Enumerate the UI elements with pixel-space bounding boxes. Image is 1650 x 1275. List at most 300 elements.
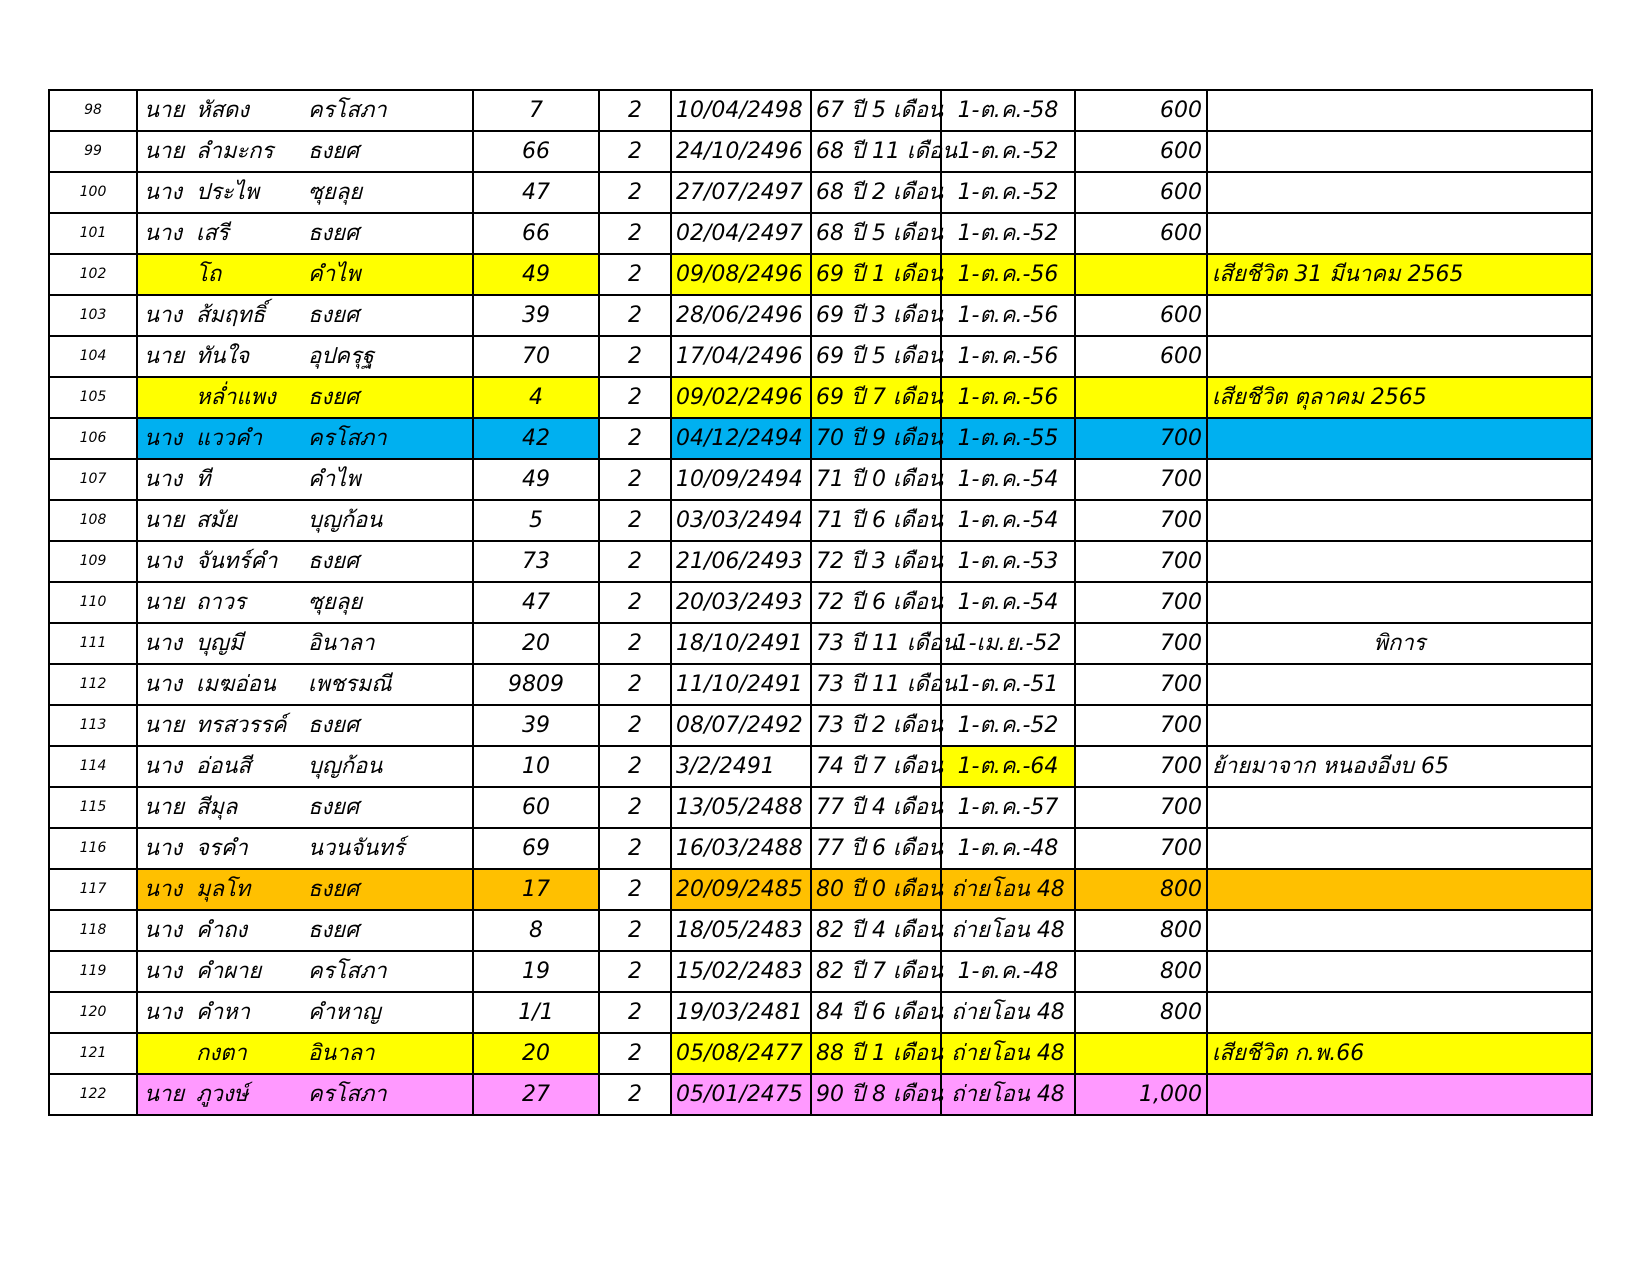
birth-date: 17/04/2496 bbox=[671, 336, 811, 377]
name-prefix: นาย bbox=[144, 713, 185, 738]
start-date: 1-ต.ค.-52 bbox=[941, 131, 1075, 172]
person-name bbox=[137, 992, 473, 1033]
remark bbox=[1207, 1074, 1592, 1115]
person-name bbox=[137, 500, 473, 541]
remark: เสียชีวิต ตุลาคม 2565 bbox=[1207, 377, 1592, 418]
last-name: คำไพ bbox=[308, 467, 361, 492]
start-date: 1-ต.ค.-54 bbox=[941, 500, 1075, 541]
row-number: 110 bbox=[49, 582, 137, 623]
allowance-amount bbox=[1075, 254, 1207, 295]
birth-date: 11/10/2491 bbox=[671, 664, 811, 705]
table-row bbox=[49, 869, 1592, 910]
allowance-amount: 1,000 bbox=[1075, 1074, 1207, 1115]
first-name: ส้มฤทธิ์ bbox=[196, 303, 266, 328]
age: 69 ปี 7 เดือน bbox=[811, 377, 941, 418]
birth-date: 27/07/2497 bbox=[671, 172, 811, 213]
birth-date: 10/04/2498 bbox=[671, 90, 811, 131]
remark bbox=[1207, 418, 1592, 459]
name-prefix: นาง bbox=[144, 549, 183, 574]
remark: เสียชีวิต ก.พ.66 bbox=[1207, 1033, 1592, 1074]
start-date: ถ่ายโอน 48 bbox=[941, 869, 1075, 910]
table-row bbox=[49, 828, 1592, 869]
birth-date: 10/09/2494 bbox=[671, 459, 811, 500]
table-row bbox=[49, 664, 1592, 705]
last-name: คำหาญ bbox=[308, 1000, 381, 1025]
name-prefix: นาง bbox=[144, 836, 183, 861]
row-number: 100 bbox=[49, 172, 137, 213]
birth-date: 15/02/2483 bbox=[671, 951, 811, 992]
village-number: 2 bbox=[599, 213, 671, 254]
person-name bbox=[137, 787, 473, 828]
house-number: 66 bbox=[473, 213, 599, 254]
age: 72 ปี 6 เดือน bbox=[811, 582, 941, 623]
birth-date: 18/05/2483 bbox=[671, 910, 811, 951]
table-row bbox=[49, 746, 1592, 787]
remark bbox=[1207, 172, 1592, 213]
house-number: 39 bbox=[473, 295, 599, 336]
start-date: 1-ต.ค.-56 bbox=[941, 295, 1075, 336]
first-name: กงตา bbox=[196, 1041, 247, 1066]
name-prefix: นาง bbox=[144, 1000, 183, 1025]
person-name bbox=[137, 377, 473, 418]
allowance-amount: 800 bbox=[1075, 869, 1207, 910]
house-number: 60 bbox=[473, 787, 599, 828]
village-number: 2 bbox=[599, 1033, 671, 1074]
start-date: 1-ต.ค.-55 bbox=[941, 418, 1075, 459]
last-name: อุปครุฐ bbox=[308, 344, 374, 369]
table-row bbox=[49, 418, 1592, 459]
table-row bbox=[49, 787, 1592, 828]
village-number: 2 bbox=[599, 951, 671, 992]
start-date: 1-ต.ค.-54 bbox=[941, 459, 1075, 500]
row-number: 99 bbox=[49, 131, 137, 172]
first-name: ประไพ bbox=[196, 180, 260, 205]
house-number: 42 bbox=[473, 418, 599, 459]
table-row bbox=[49, 1033, 1592, 1074]
remark: พิการ bbox=[1207, 623, 1592, 664]
house-number: 70 bbox=[473, 336, 599, 377]
house-number: 49 bbox=[473, 254, 599, 295]
table-row bbox=[49, 623, 1592, 664]
table-row bbox=[49, 336, 1592, 377]
allowance-amount: 800 bbox=[1075, 910, 1207, 951]
age: 70 ปี 9 เดือน bbox=[811, 418, 941, 459]
table-row bbox=[49, 254, 1592, 295]
first-name: คำผาย bbox=[196, 959, 262, 984]
village-number: 2 bbox=[599, 541, 671, 582]
last-name: ธงยศ bbox=[308, 221, 360, 246]
allowance-amount: 600 bbox=[1075, 336, 1207, 377]
birth-date: 20/09/2485 bbox=[671, 869, 811, 910]
house-number: 20 bbox=[473, 623, 599, 664]
remark bbox=[1207, 90, 1592, 131]
table-row bbox=[49, 90, 1592, 131]
name-prefix: นาง bbox=[144, 631, 183, 656]
last-name: ธงยศ bbox=[308, 795, 360, 820]
name-prefix: นาง bbox=[144, 467, 183, 492]
row-number: 116 bbox=[49, 828, 137, 869]
row-number: 102 bbox=[49, 254, 137, 295]
age: 68 ปี 11 เดือน bbox=[811, 131, 941, 172]
first-name: คำหา bbox=[196, 1000, 250, 1025]
house-number: 47 bbox=[473, 172, 599, 213]
person-name bbox=[137, 1033, 473, 1074]
start-date: 1-ต.ค.-52 bbox=[941, 213, 1075, 254]
name-prefix: นาง bbox=[144, 959, 183, 984]
table-row bbox=[49, 582, 1592, 623]
age: 67 ปี 5 เดือน bbox=[811, 90, 941, 131]
person-name bbox=[137, 910, 473, 951]
village-number: 2 bbox=[599, 254, 671, 295]
house-number: 39 bbox=[473, 705, 599, 746]
allowance-amount: 600 bbox=[1075, 213, 1207, 254]
start-date: 1-ต.ค.-54 bbox=[941, 582, 1075, 623]
first-name: เมฆอ่อน bbox=[196, 672, 276, 697]
table-row bbox=[49, 541, 1592, 582]
table-body bbox=[49, 90, 1592, 1115]
table-row bbox=[49, 992, 1592, 1033]
person-name bbox=[137, 869, 473, 910]
row-number: 122 bbox=[49, 1074, 137, 1115]
row-number: 105 bbox=[49, 377, 137, 418]
name-prefix: นาย bbox=[144, 1082, 185, 1107]
name-prefix: นาง bbox=[144, 180, 183, 205]
start-date: ถ่ายโอน 48 bbox=[941, 1033, 1075, 1074]
allowance-amount: 600 bbox=[1075, 131, 1207, 172]
age: 82 ปี 7 เดือน bbox=[811, 951, 941, 992]
start-date: 1-ต.ค.-56 bbox=[941, 254, 1075, 295]
last-name: ธงยศ bbox=[308, 303, 360, 328]
start-date: ถ่ายโอน 48 bbox=[941, 992, 1075, 1033]
house-number: 1/1 bbox=[473, 992, 599, 1033]
house-number: 8 bbox=[473, 910, 599, 951]
village-number: 2 bbox=[599, 377, 671, 418]
first-name: หัสดง bbox=[196, 98, 249, 123]
name-prefix: นาย bbox=[144, 98, 185, 123]
first-name: หล่ำแพง bbox=[196, 385, 276, 410]
person-name bbox=[137, 213, 473, 254]
allowance-amount: 700 bbox=[1075, 787, 1207, 828]
house-number: 9809 bbox=[473, 664, 599, 705]
start-date: 1-ต.ค.-53 bbox=[941, 541, 1075, 582]
person-name bbox=[137, 418, 473, 459]
last-name: คำไพ bbox=[308, 262, 361, 287]
village-number: 2 bbox=[599, 172, 671, 213]
first-name: สมัย bbox=[196, 508, 237, 533]
age: 77 ปี 6 เดือน bbox=[811, 828, 941, 869]
age: 69 ปี 1 เดือน bbox=[811, 254, 941, 295]
allowance-amount: 600 bbox=[1075, 172, 1207, 213]
person-name bbox=[137, 336, 473, 377]
start-date: ถ่ายโอน 48 bbox=[941, 910, 1075, 951]
first-name: ภูวงษ์ bbox=[196, 1082, 249, 1107]
age: 73 ปี 2 เดือน bbox=[811, 705, 941, 746]
table-row bbox=[49, 500, 1592, 541]
age: 72 ปี 3 เดือน bbox=[811, 541, 941, 582]
row-number: 103 bbox=[49, 295, 137, 336]
allowance-amount: 800 bbox=[1075, 951, 1207, 992]
remark bbox=[1207, 869, 1592, 910]
age: 69 ปี 3 เดือน bbox=[811, 295, 941, 336]
village-number: 2 bbox=[599, 828, 671, 869]
allowance-amount: 700 bbox=[1075, 705, 1207, 746]
first-name: คำถง bbox=[196, 918, 248, 943]
age: 88 ปี 1 เดือน bbox=[811, 1033, 941, 1074]
allowance-amount: 700 bbox=[1075, 459, 1207, 500]
person-name bbox=[137, 828, 473, 869]
start-date: 1-ต.ค.-52 bbox=[941, 172, 1075, 213]
village-number: 2 bbox=[599, 746, 671, 787]
row-number: 108 bbox=[49, 500, 137, 541]
person-name bbox=[137, 295, 473, 336]
house-number: 10 bbox=[473, 746, 599, 787]
name-prefix: นาง bbox=[144, 303, 183, 328]
person-name bbox=[137, 131, 473, 172]
remark bbox=[1207, 500, 1592, 541]
birth-date: 02/04/2497 bbox=[671, 213, 811, 254]
remark bbox=[1207, 992, 1592, 1033]
birth-date: 08/07/2492 bbox=[671, 705, 811, 746]
last-name: ครโสภา bbox=[308, 959, 387, 984]
row-number: 117 bbox=[49, 869, 137, 910]
birth-date: 05/01/2475 bbox=[671, 1074, 811, 1115]
last-name: อินาลา bbox=[308, 631, 375, 656]
table-row bbox=[49, 295, 1592, 336]
name-prefix: นาง bbox=[144, 918, 183, 943]
name-prefix: นาย bbox=[144, 508, 185, 533]
birth-date: 03/03/2494 bbox=[671, 500, 811, 541]
start-date: 1-ต.ค.-52 bbox=[941, 705, 1075, 746]
birth-date: 20/03/2493 bbox=[671, 582, 811, 623]
village-number: 2 bbox=[599, 705, 671, 746]
row-number: 98 bbox=[49, 90, 137, 131]
remark bbox=[1207, 213, 1592, 254]
last-name: ครโสภา bbox=[308, 426, 387, 451]
age: 71 ปี 0 เดือน bbox=[811, 459, 941, 500]
age: 69 ปี 5 เดือน bbox=[811, 336, 941, 377]
house-number: 19 bbox=[473, 951, 599, 992]
allowance-amount: 700 bbox=[1075, 541, 1207, 582]
first-name: ทรสวรรค์ bbox=[196, 713, 287, 738]
village-number: 2 bbox=[599, 90, 671, 131]
birth-date: 04/12/2494 bbox=[671, 418, 811, 459]
village-number: 2 bbox=[599, 623, 671, 664]
first-name: แววคำ bbox=[196, 426, 262, 451]
first-name: สีมุล bbox=[196, 795, 238, 820]
person-name bbox=[137, 172, 473, 213]
elderly-allowance-table bbox=[48, 89, 1593, 1116]
age: 80 ปี 0 เดือน bbox=[811, 869, 941, 910]
start-date: 1-ต.ค.-56 bbox=[941, 336, 1075, 377]
remark bbox=[1207, 828, 1592, 869]
row-number: 106 bbox=[49, 418, 137, 459]
age: 84 ปี 6 เดือน bbox=[811, 992, 941, 1033]
first-name: ที bbox=[196, 467, 211, 492]
house-number: 49 bbox=[473, 459, 599, 500]
first-name: มุลโท bbox=[196, 877, 251, 902]
remark bbox=[1207, 582, 1592, 623]
table-row bbox=[49, 131, 1592, 172]
birth-date: 05/08/2477 bbox=[671, 1033, 811, 1074]
village-number: 2 bbox=[599, 992, 671, 1033]
person-name bbox=[137, 664, 473, 705]
person-name bbox=[137, 254, 473, 295]
house-number: 17 bbox=[473, 869, 599, 910]
village-number: 2 bbox=[599, 500, 671, 541]
person-name bbox=[137, 1074, 473, 1115]
age: 73 ปี 11 เดือน bbox=[811, 623, 941, 664]
house-number: 69 bbox=[473, 828, 599, 869]
last-name: อินาลา bbox=[308, 1041, 375, 1066]
allowance-amount: 700 bbox=[1075, 828, 1207, 869]
start-date: 1-ต.ค.-48 bbox=[941, 828, 1075, 869]
age: 71 ปี 6 เดือน bbox=[811, 500, 941, 541]
village-number: 2 bbox=[599, 910, 671, 951]
person-name bbox=[137, 951, 473, 992]
age: 74 ปี 7 เดือน bbox=[811, 746, 941, 787]
first-name: เสรี bbox=[196, 221, 229, 246]
name-prefix: นาย bbox=[144, 139, 185, 164]
table-row bbox=[49, 951, 1592, 992]
allowance-amount bbox=[1075, 1033, 1207, 1074]
house-number: 7 bbox=[473, 90, 599, 131]
remark: เสียชีวิต 31 มีนาคม 2565 bbox=[1207, 254, 1592, 295]
remark bbox=[1207, 664, 1592, 705]
first-name: อ่อนสี bbox=[196, 754, 251, 779]
start-date: 1-ต.ค.-48 bbox=[941, 951, 1075, 992]
start-date: 1-ต.ค.-64 bbox=[941, 746, 1075, 787]
person-name bbox=[137, 746, 473, 787]
age: 73 ปี 11 เดือน bbox=[811, 664, 941, 705]
row-number: 120 bbox=[49, 992, 137, 1033]
first-name: ถาวร bbox=[196, 590, 246, 615]
name-prefix: นาง bbox=[144, 221, 183, 246]
row-number: 112 bbox=[49, 664, 137, 705]
remark bbox=[1207, 951, 1592, 992]
village-number: 2 bbox=[599, 1074, 671, 1115]
last-name: บุญก้อน bbox=[308, 754, 383, 779]
village-number: 2 bbox=[599, 664, 671, 705]
house-number: 20 bbox=[473, 1033, 599, 1074]
allowance-amount bbox=[1075, 377, 1207, 418]
name-prefix: นาย bbox=[144, 344, 185, 369]
remark bbox=[1207, 336, 1592, 377]
birth-date: 18/10/2491 bbox=[671, 623, 811, 664]
birth-date: 16/03/2488 bbox=[671, 828, 811, 869]
age: 82 ปี 4 เดือน bbox=[811, 910, 941, 951]
allowance-amount: 700 bbox=[1075, 664, 1207, 705]
row-number: 101 bbox=[49, 213, 137, 254]
remark bbox=[1207, 910, 1592, 951]
first-name: ลำมะกร bbox=[196, 139, 274, 164]
birth-date: 09/02/2496 bbox=[671, 377, 811, 418]
last-name: เพชรมณี bbox=[308, 672, 392, 697]
person-name bbox=[137, 541, 473, 582]
name-prefix: นาย bbox=[144, 795, 185, 820]
birth-date: 28/06/2496 bbox=[671, 295, 811, 336]
person-name bbox=[137, 705, 473, 746]
row-number: 121 bbox=[49, 1033, 137, 1074]
allowance-amount: 800 bbox=[1075, 992, 1207, 1033]
start-date: 1-ต.ค.-51 bbox=[941, 664, 1075, 705]
last-name: ธงยศ bbox=[308, 139, 360, 164]
last-name: ซุยลุย bbox=[308, 590, 363, 615]
row-number: 107 bbox=[49, 459, 137, 500]
last-name: ครโสภา bbox=[308, 1082, 387, 1107]
village-number: 2 bbox=[599, 131, 671, 172]
row-number: 115 bbox=[49, 787, 137, 828]
house-number: 47 bbox=[473, 582, 599, 623]
start-date: 1-เม.ย.-52 bbox=[941, 623, 1075, 664]
age: 68 ปี 5 เดือน bbox=[811, 213, 941, 254]
table-row bbox=[49, 377, 1592, 418]
last-name: ครโสภา bbox=[308, 98, 387, 123]
village-number: 2 bbox=[599, 336, 671, 377]
table-row bbox=[49, 459, 1592, 500]
allowance-amount: 700 bbox=[1075, 418, 1207, 459]
first-name: บุญมี bbox=[196, 631, 244, 656]
row-number: 109 bbox=[49, 541, 137, 582]
remark bbox=[1207, 131, 1592, 172]
remark bbox=[1207, 295, 1592, 336]
birth-date: 13/05/2488 bbox=[671, 787, 811, 828]
house-number: 5 bbox=[473, 500, 599, 541]
allowance-amount: 600 bbox=[1075, 295, 1207, 336]
row-number: 113 bbox=[49, 705, 137, 746]
row-number: 114 bbox=[49, 746, 137, 787]
person-name bbox=[137, 582, 473, 623]
first-name: โถ bbox=[196, 262, 222, 287]
birth-date: 09/08/2496 bbox=[671, 254, 811, 295]
age: 90 ปี 8 เดือน bbox=[811, 1074, 941, 1115]
house-number: 4 bbox=[473, 377, 599, 418]
last-name: บุญก้อน bbox=[308, 508, 383, 533]
allowance-amount: 700 bbox=[1075, 582, 1207, 623]
allowance-amount: 700 bbox=[1075, 500, 1207, 541]
village-number: 2 bbox=[599, 787, 671, 828]
village-number: 2 bbox=[599, 869, 671, 910]
last-name: ธงยศ bbox=[308, 877, 360, 902]
first-name: ทันใจ bbox=[196, 344, 250, 369]
birth-date: 19/03/2481 bbox=[671, 992, 811, 1033]
last-name: ธงยศ bbox=[308, 918, 360, 943]
first-name: จันทร์คำ bbox=[196, 549, 278, 574]
allowance-amount: 600 bbox=[1075, 90, 1207, 131]
table-row bbox=[49, 172, 1592, 213]
age: 77 ปี 4 เดือน bbox=[811, 787, 941, 828]
last-name: ธงยศ bbox=[308, 385, 360, 410]
name-prefix: นาง bbox=[144, 754, 183, 779]
start-date: ถ่ายโอน 48 bbox=[941, 1074, 1075, 1115]
house-number: 73 bbox=[473, 541, 599, 582]
village-number: 2 bbox=[599, 295, 671, 336]
start-date: 1-ต.ค.-56 bbox=[941, 377, 1075, 418]
allowance-amount: 700 bbox=[1075, 746, 1207, 787]
row-number: 104 bbox=[49, 336, 137, 377]
table-row bbox=[49, 213, 1592, 254]
remark bbox=[1207, 705, 1592, 746]
row-number: 118 bbox=[49, 910, 137, 951]
village-number: 2 bbox=[599, 418, 671, 459]
remark bbox=[1207, 787, 1592, 828]
last-name: นวนจันทร์ bbox=[308, 836, 405, 861]
table-row bbox=[49, 910, 1592, 951]
person-name bbox=[137, 623, 473, 664]
remark bbox=[1207, 541, 1592, 582]
house-number: 27 bbox=[473, 1074, 599, 1115]
table-row bbox=[49, 705, 1592, 746]
start-date: 1-ต.ค.-57 bbox=[941, 787, 1075, 828]
